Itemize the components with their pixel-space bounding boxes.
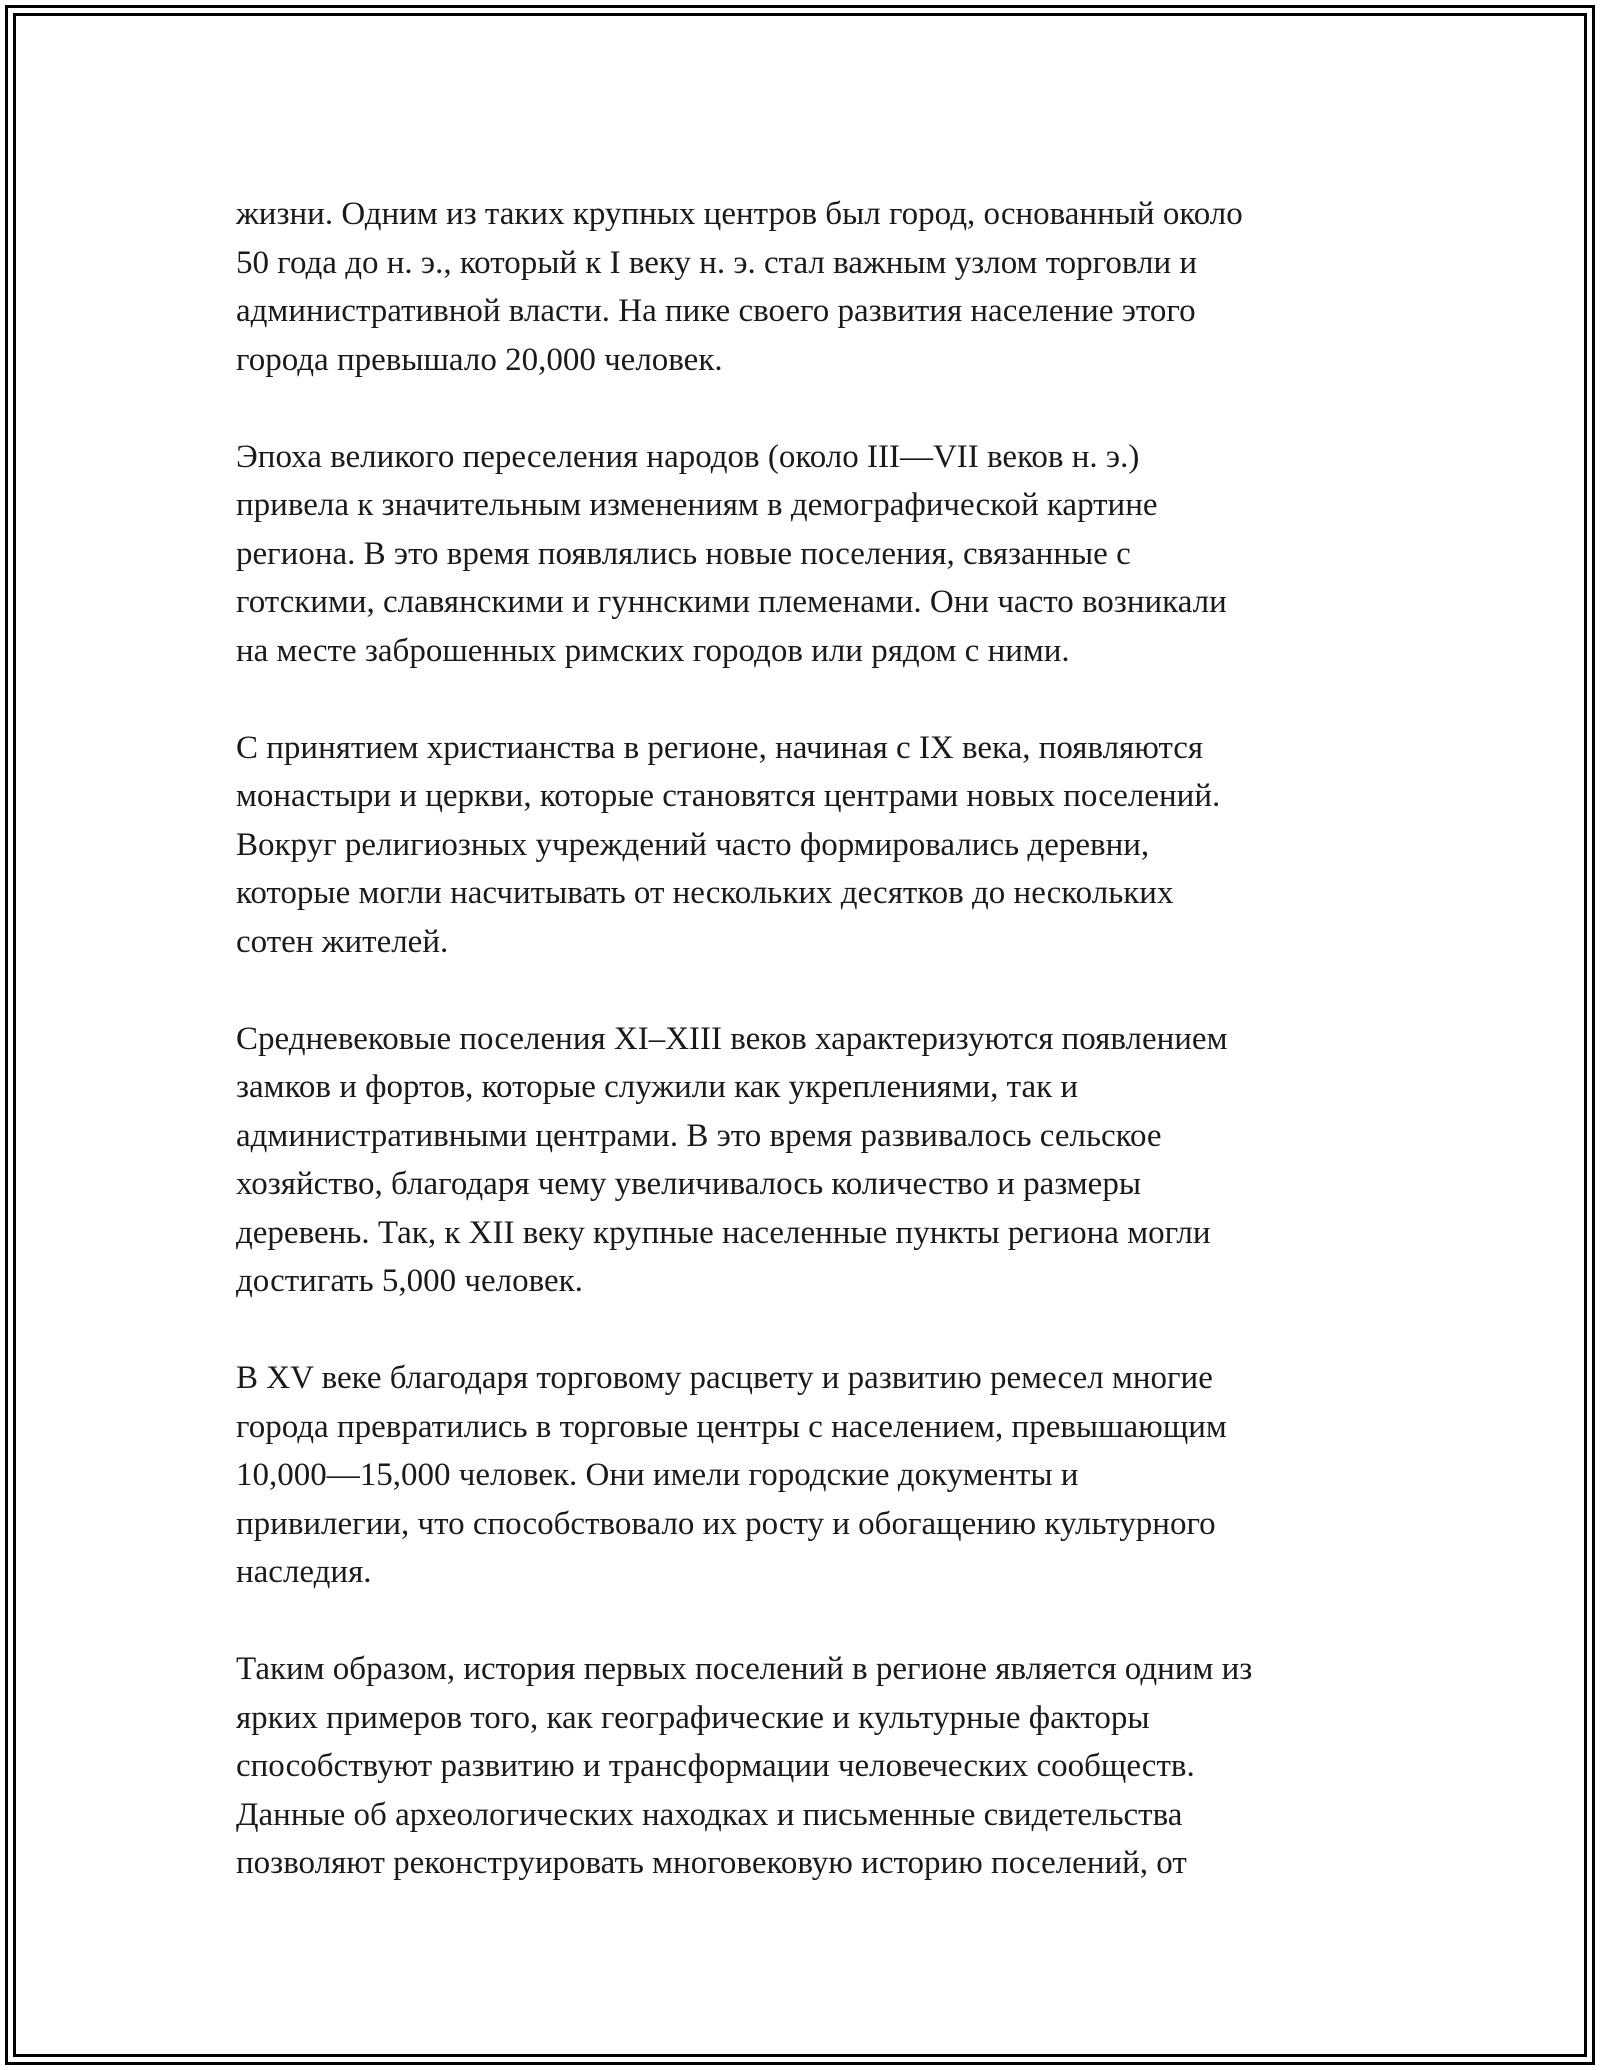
text-line: административной власти. На пике своего развития население этого: [236, 293, 1196, 329]
text-line: замков и фортов, которые служили как укреплениями, так и: [236, 1069, 1079, 1105]
text-line: Средневековые поселения XI–XIII веков характеризуются появлением: [236, 1020, 1228, 1057]
document-body: [236, 190, 1386, 1936]
text-line: ярких примеров того, как географические и культурные факторы: [236, 1699, 1150, 1736]
text-line: привилегии, что способствовало их росту и обогащению культурного: [236, 1505, 1216, 1542]
text-line: готскими, славянскими и гуннскими племенами. Они часто возникали: [236, 584, 1227, 620]
paragraph-4: [236, 1015, 1386, 1306]
text-line: Вокруг религиозных учреждений часто формировались деревни,: [236, 826, 1150, 863]
text-line: позволяют реконструировать многовековую историю поселений, от: [236, 1845, 1187, 1881]
text-line: способствуют развитию и трансформации человеческих сообществ.: [236, 1748, 1195, 1784]
paragraph-1: [236, 190, 1386, 384]
text-line: 50 года до н. э., который к I веку н. э. стал важным узлом торговли и: [236, 244, 1198, 281]
text-line: города превратились в торговые центры с населением, превышающим: [236, 1408, 1227, 1445]
text-line: хозяйство, благодаря чему увеличивалось количество и размеры: [236, 1166, 1141, 1202]
paragraph-3: [236, 724, 1386, 967]
text-line: наследия.: [236, 1554, 372, 1590]
text-line: региона. В это время появлялись новые поселения, связанные с: [236, 535, 1131, 572]
text-line: жизни. Одним из таких крупных центров был город, основанный около: [236, 196, 1243, 232]
text-line: достигать 5,000 человек.: [236, 1263, 583, 1299]
text-line: которые могли насчитывать от нескольких десятков до нескольких: [236, 875, 1174, 911]
text-line: монастыри и церкви, которые становятся центрами новых поселений.: [236, 778, 1221, 814]
paragraph-5: [236, 1354, 1386, 1597]
text-line: Таким образом, история первых поселений в регионе является одним из: [236, 1651, 1253, 1687]
text-line: 10,000—15,000 человек. Они имели городские документы и: [236, 1457, 1079, 1493]
text-line: привела к значительным изменениям в демографической картине: [236, 487, 1158, 523]
paragraph-2: [236, 433, 1386, 676]
text-line: города превышало 20,000 человек.: [236, 341, 723, 378]
text-line: С принятием христианства в регионе, начиная с IX века, появляются: [236, 729, 1204, 766]
text-line: Данные об археологических находках и письменные свидетельства: [236, 1796, 1183, 1833]
text-line: В XV веке благодаря торговому расцвету и развитию ремесел многие: [236, 1360, 1213, 1396]
text-line: административными центрами. В это время развивалось сельское: [236, 1117, 1162, 1154]
text-line: Эпоха великого переселения народов (около III—VII веков н. э.): [236, 438, 1140, 475]
text-line: деревень. Так, к XII веку крупные населенные пункты региона могли: [236, 1214, 1211, 1251]
paragraph-6: [236, 1645, 1386, 1888]
text-line: сотен жителей.: [236, 923, 449, 960]
text-line: на месте заброшенных римских городов или рядом с ними.: [236, 632, 1070, 669]
